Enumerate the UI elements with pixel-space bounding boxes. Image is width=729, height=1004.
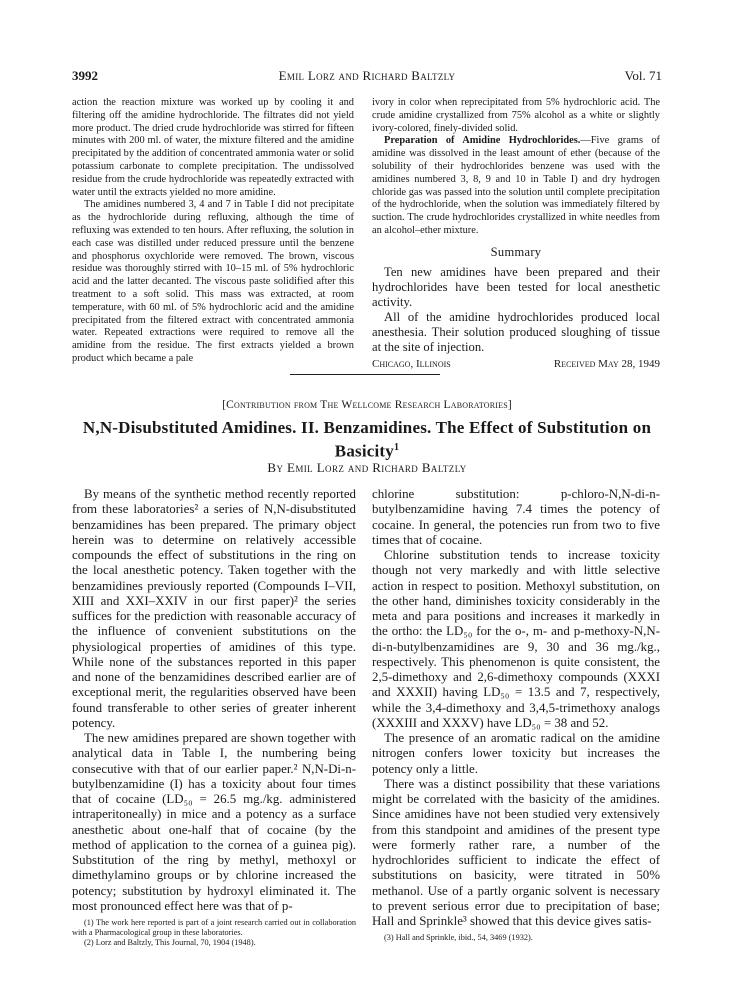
previous-article-left-column: [72, 97, 354, 366]
paragraph: [372, 135, 660, 237]
paragraph: There was a distinct possibility that these variations might be correlated with the basicity of the amidines. Since amidines have not been studied very extensively from this standpoint and amidines of the present type were formerly rather rare, a number of the hydrochlorides sufficient to indicate the effect of substitutions on basicity, were titrated in 50% methanol. Use of a partly organic solvent is necessary to prevent serious error due to precipitation of base; Hall and Sprinkle³ showed that this device gives satis-: [372, 776, 660, 928]
article-right-column: [372, 487, 660, 943]
paragraph: The presence of an aromatic radical on the amidine nitrogen confers lower toxicity but increases the potency only a little.: [372, 731, 660, 776]
section-text: —Five grams of amidine was dissolved in the least amount of ether (because of the solubility of their hydrochlorides benzene was used with the amidines numbered 3, 8, 9 and 10 in Table I) and dry hydrogen chloride gas was passed into the solution until complete precipitation of the hydrochloride, when the solution was immediately filtered by suction. The crude hydrochlorides crystallized in white needles from an alcohol–ether mixture.: [372, 135, 660, 236]
volume-number: Vol. 71: [624, 68, 662, 83]
contribution-line: [Contribution from The Wellcome Research Laboratories]: [222, 399, 512, 411]
summary-paragraph: Ten new amidines have been prepared and their hydrochlorides have been tested for local anesthetic activity.: [372, 264, 660, 309]
article-title: [72, 418, 662, 462]
location: Chicago, Illinois: [372, 357, 451, 370]
summary-body: [372, 265, 660, 355]
title-footnote-mark: 1: [394, 442, 400, 453]
paragraph: chlorine substitution: p-chloro-N,N-di-n-butylbenzamidine having 7.4 times the potency of cocaine. In general, the potencies run from two to five times that of cocaine.: [372, 487, 660, 547]
byline: By Emil Lorz and Richard Baltzly: [267, 460, 467, 475]
running-head: [72, 68, 662, 86]
paragraph: Chlorine substitution tends to increase toxicity though not very markedly and with little selective action in respect to position. Methoxyl substitution, on the other hand, diminishes toxicity considerably in the meta and para positions and increases it markedly in the ortho: the LD₅₀ for the o-, m- and p-methoxy-N,N-di-n-butylbenzamidines are 9, 30 and 36 mg./kg., respectively. This phenomenon is quite consistent, the 2,5-dimethoxy and 2,6-dimethoxy compounds (XXXI and XXXII) having LD₅₀ = 13.5 and 7, respectively, while the 3,4-dimethoxy and 3,4,5-trimethoxy analogs (XXXIII and XXXV) have LD₅₀ = 38 and 52.: [372, 548, 660, 730]
summary-heading: Summary: [490, 244, 542, 259]
paragraph: The new amidines prepared are shown together with analytical data in Table I, the numbering being consecutive with that of our earlier paper.² N,N-Di-n-butylbenzamidine (I) has a toxicity about four times that of cocaine (LD₅₀ = 26.5 mg./kg. administered intraperitoneally) in mice and a potency as a surface anesthetic about one-half that of cocaine (by the method of application to the cornea of a guinea pig). Substitution of the ring by methyl, methoxyl or dimethylamino groups or by chlorine increased the potency; substitution by hydroxyl eliminated it. The most pronounced effect here was that of p-: [72, 731, 356, 913]
footnote: (2) Lorz and Baltzly, This Journal, 70, 1904 (1948).: [84, 938, 256, 948]
paragraph: ivory in color when reprecipitated from 5% hydrochloric acid. The crude amidine crystallized from 75% alcohol as a white or slightly ivory-colored, finely-divided solid.: [372, 97, 660, 134]
article-title-text: N,N-Disubstituted Amidines. II. Benzamidines. The Effect of Substitution on Basicity: [82, 418, 652, 461]
received-date: Received May 28, 1949: [553, 357, 660, 370]
paragraph: By means of the synthetic method recently reported from these laboratories² a series of N,N-disubstituted benzamidines has been prepared. The primary object herein was to determine on relatively accessible compounds the effect of substitutions in the ring on the local anesthetic potency. Taken together with the benzamidines previously reported (Compounds I–VII, XIII and XXI–XXIV in our first paper)² the series suffices for the prediction with reasonable accuracy of the influence of convenient substitutions on the physiological properties of amidines of this type. While none of the substances reported in this paper and none of the benzamidines described earlier are of exceptional merit, the regularities observed have been found transferable to other series of greater inherent potency.: [72, 487, 356, 730]
article-left-column: [72, 487, 356, 949]
paragraph: The amidines numbered 3, 4 and 7 in Table I did not precipitate as the hydrochloride during refluxing, although the time of refluxing was extended to ten hours. After refluxing, the solution in each case was distilled under reduced pressure until the benzene and phosphorus oxychloride were removed. The brown, viscous residue was thoroughly stirred with 10–15 ml. of 5% hydrochloric acid and the latter decanted. The viscous paste solidified after this treatment to a soft solid. This mass was extracted, at room temperature, with 60 ml. of 5% hydrochloric acid and the amidine precipitated from the filtered extract with concentrated ammonia water. Repeated extractions were required to remove all the amidine from the residue. The first extracts yielded a brown product which became a pale: [72, 199, 354, 364]
paragraph: action the reaction mixture was worked up by cooling it and filtering off the amidine hydrochloride. The filtrates did not yield more product. The dried crude hydrochloride was stirred for fifteen minutes with 200 ml. of water, the mixture filtered and the amidine precipitated by the addition of concentrated ammonia water or solid potassium carbonate to complete precipitation. The undissolved residue from the crude hydrochloride was repeatedly extracted with water until the extracts yielded no more amidine.: [72, 97, 354, 198]
running-head-authors: Emil Lorz and Richard Baltzly: [278, 68, 456, 83]
footnote: (3) Hall and Sprinkle, ibid., 54, 3469 (1932).: [384, 933, 533, 943]
previous-article-right-column: [372, 97, 660, 370]
page-number: 3992: [72, 68, 98, 83]
article-separator-rule: [290, 374, 440, 375]
summary-paragraph: All of the amidine hydrochlorides produced local anesthesia. Their solution produced sloughing of tissue at the site of injection.: [372, 309, 660, 354]
section-run-in-heading: Preparation of Amidine Hydrochlorides.: [384, 135, 581, 147]
dateline: [372, 358, 660, 371]
footnote: (1) The work here reported is part of a joint research carried out in collaboration with a Pharmacological group in these laboratories.: [72, 918, 356, 938]
